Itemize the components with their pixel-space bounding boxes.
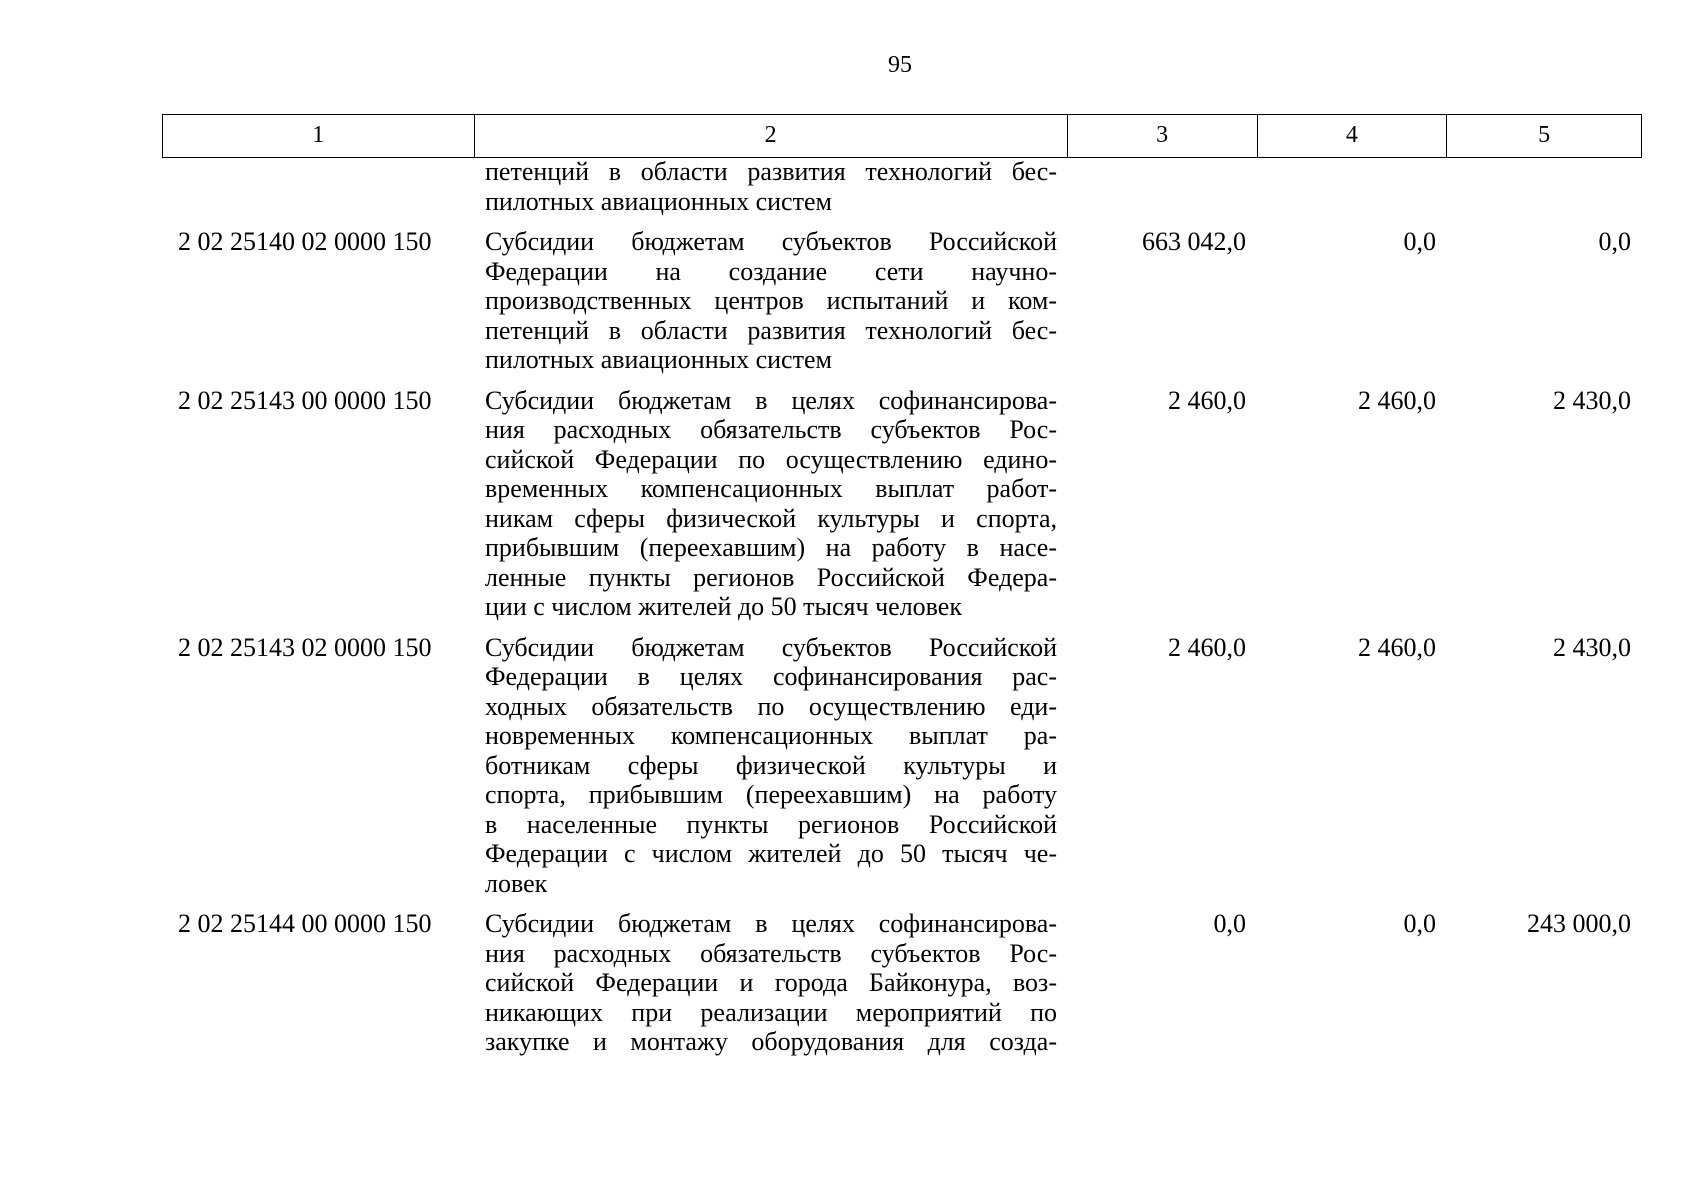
row-value-col-5: 2 430,0 [1553,632,1631,662]
row-value-col-5: 0,0 [1598,227,1631,256]
row-value-col-4: 2 460,0 [1358,385,1436,415]
description-line: ботникам сферы физической культуры и [485,750,1057,780]
row-value-col-5: 2 430,0 [1553,385,1631,415]
page-number: 95 [888,52,912,78]
description-line: ленные пункты регионов Российской Федера- [485,562,1057,592]
header-col-4: 4 [1257,115,1447,157]
description-line: новременных компенсационных выплат ра- [485,721,1057,750]
description-line: никам сферы физической культуры и спорта, [485,503,1057,533]
header-col-1: 1 [312,122,325,148]
row-value-col-3: 0,0 [1213,909,1246,938]
description-line: Федерации с числом жителей до 50 тысяч че- [485,839,1057,868]
table-header [162,114,1642,158]
row-description [473,227,1067,375]
header-col-2: 2 [474,115,1067,157]
description-line: пилотных авиационных систем [485,345,832,374]
row-code: 2 02 25140 02 0000 150 [178,227,432,256]
description-line: производственных центров испытаний и ком- [485,286,1057,315]
table-body [162,157,1642,1057]
description-line: закупке и монтажу оборудования для созда- [485,1027,1057,1056]
row-description [473,157,1067,216]
description-line: Субсидии бюджетам субъектов Российской [485,632,1057,662]
row-value-col-3: 663 042,0 [1142,227,1246,256]
row-description [473,909,1067,1057]
table-row [162,386,1642,622]
description-line: сийской Федерации и города Байконура, воз- [485,968,1057,997]
description-line: сийской Федерации по осуществлению едино- [485,444,1057,474]
description-line: спорта, прибывшим (переехавшим) на работу [485,780,1057,809]
description-line: в населенные пункты регионов Российской [485,809,1057,839]
description-line: Федерации в целях софинансирования рас- [485,662,1057,691]
description-line: временных компенсационных выплат работ- [485,474,1057,503]
description-line: ния расходных обязательств субъектов Рос- [485,938,1057,968]
table-row [162,633,1642,899]
row-code: 2 02 25143 02 0000 150 [178,632,432,662]
description-line: ловек [485,868,548,898]
row-code [162,157,473,216]
description-line: Субсидии бюджетам в целях софинансирова- [485,385,1057,415]
row-value-col-3: 2 460,0 [1168,632,1246,662]
table-row [162,909,1642,1057]
table-row-continuation [162,157,1642,216]
header-col-5: 5 [1446,115,1641,157]
row-value-col-3: 2 460,0 [1168,385,1246,415]
description-line: Федерации на создание сети научно- [485,256,1057,286]
description-line: Субсидии бюджетам в целях софинансирова- [485,909,1057,938]
table-row [162,227,1642,375]
row-description [473,386,1067,622]
description-line: ходных обязательств по осуществлению еди- [485,691,1057,721]
row-value-col-4: 0,0 [1403,227,1436,256]
row-code: 2 02 25144 00 0000 150 [178,909,432,938]
row-code: 2 02 25143 00 0000 150 [178,385,432,415]
row-description [473,633,1067,899]
description-line: ния расходных обязательств субъектов Рос- [485,415,1057,444]
description-line: ции с числом жителей до 50 тысяч человек [485,592,962,621]
description-line: петенций в области развития технологий бес- [485,315,1057,345]
description-line: Субсидии бюджетам субъектов Российской [485,227,1057,256]
description-line: никающих при реализации мероприятий по [485,997,1057,1027]
description-line: прибывшим (переехавшим) на работу в насе- [485,533,1057,562]
row-value-col-4: 0,0 [1403,909,1436,938]
description-line: пилотных авиационных систем [485,186,832,216]
row-value-col-5: 243 000,0 [1527,909,1631,938]
row-value-col-4: 2 460,0 [1358,632,1436,662]
description-line: петенций в области развития технологий бес- [485,157,1057,186]
header-col-3: 3 [1067,115,1257,157]
